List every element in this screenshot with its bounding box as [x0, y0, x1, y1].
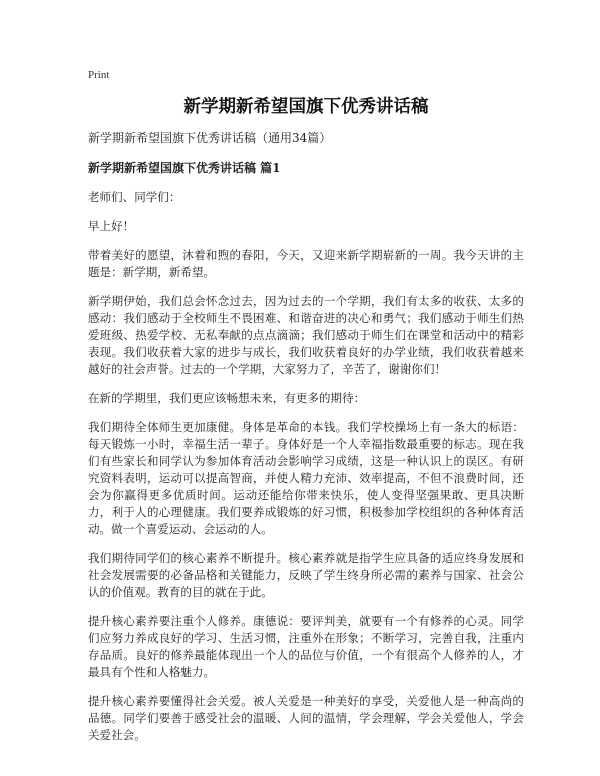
paragraph-review: 新学期伊始，我们总会怀念过去，因为过去的一个学期，我们有太多的收获、太多的感动：我们感动于全校师生不畏困难、和谐奋进的决心和勇气；我们感动于师生们热爱班级、热爱学校、无私奉献的点点滴滴；我们感动于师生们在课堂和活动中的精彩表现。我们收获着大家的进步与成长，我们收获着良好的办学业绩，我们收获着越来越好的社会声誉。过去的一个学期，大家努力了，辛苦了，谢谢你们！: [88, 294, 524, 376]
document-subtitle: 新学期新希望国旗下优秀讲话稿（通用34篇）: [88, 131, 332, 145]
page-title: 新学期新希望国旗下优秀讲话稿: [183, 97, 429, 117]
section-heading: 新学期新希望国旗下优秀讲话稿 篇1: [88, 161, 281, 175]
paragraph-core-literacy: 我们期待同学们的核心素养不断提升。核心素养就是指学生应具备的适应终身发展和社会发展需要的必备品格和关键能力，反映了学生终身所必需的素养与国家、社会公认的价值观。教育的目的就在于此。: [88, 551, 524, 599]
paragraph-self-cultivation: 提升核心素养要注重个人修养。康德说：要评判美，就要有一个有修养的心灵。同学们应努力养成良好的学习、生活习惯，注重外在形象；不断学习，完善自我，注重内存品质。良好的修养最能体现出一个人的品位与价值，一个有很高个人修养的人，才最具有个性和人格魅力。: [88, 614, 524, 679]
print-link[interactable]: Print: [88, 69, 110, 81]
paragraph-intro: 带着美好的愿望，沐着和煦的春阳，今天，又迎来新学期崭新的一周。我今天讲的主题是：新学期，新希望。: [88, 248, 524, 279]
paragraph-health: 我们期待全体师生更加康健。身体是革命的本钱。我们学校操场上有一条大的标语：每天锻炼一小时，幸福生活一辈子。身体好是一个人幸福指数最重要的标志。现在我们有些家长和同学认为参加体育活动会影响学习成绩，这是一种认识上的误区。有研究资料表明，运动可以提高智商，并使人精力充沛、效率提高，不但不浪费时间，还会为你赢得更多优质时间。运动还能给你带来快乐，使人变得坚强果敢、更具决断力，利于人的心理健康。我们要养成锻炼的好习惯，积极参加学校组织的各种体育活动。做一个喜爱运动、会运动的人。: [88, 420, 524, 536]
paragraph-expectation: 在新的学期里，我们更应该畅想未来，有更多的期待：: [88, 391, 366, 405]
paragraph-good-morning: 早上好！: [88, 219, 135, 233]
paragraph-greeting: 老师们、同学们：: [88, 190, 181, 204]
document-page: [88, 68, 524, 754]
paragraph-social-care: 提升核心素养要懂得社会关爱。被人关爱是一种美好的享受，关爱他人是一种高尚的品德。同学们要善于感受社会的温暖、人间的温情，学会理解，学会关爱他人，学会关爱社会。: [88, 694, 524, 742]
